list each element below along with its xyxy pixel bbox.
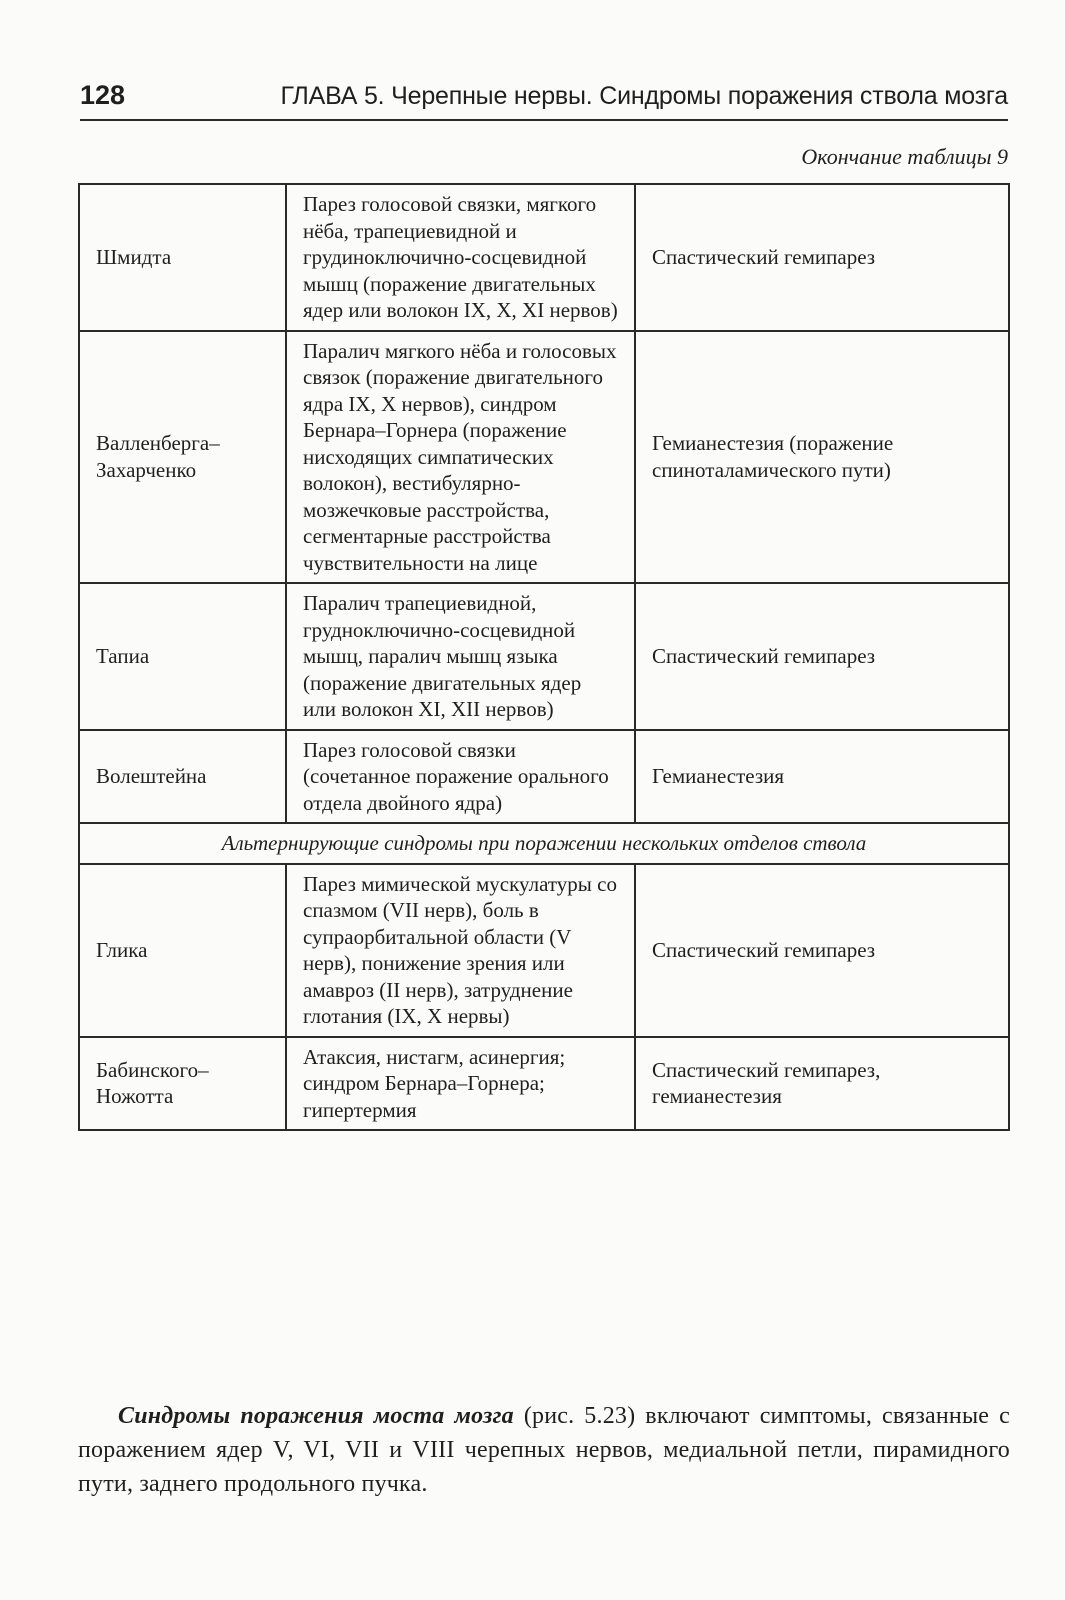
lesion-side-symptoms: Паралич трапециевидной, грудноключично-сосцевидной мышц, паралич мышц языка (поражение двигательных ядер или волокон XI, XII нервов) <box>286 583 635 730</box>
table-caption: Окончание таблицы 9 <box>801 144 1008 169</box>
table-row <box>79 331 1009 584</box>
lesion-side-symptoms: Паралич мягкого нёба и голосовых связок (поражение двигательного ядра IX, X нервов), синдром Бернара–Горнера (поражение нисходящих симпатических волокон), вестибулярно-мозжечковые расстройства, сегментарные расстройства чувствительности на лице <box>286 331 635 584</box>
running-head: ГЛАВА 5. Черепные нервы. Синдромы поражения ствола мозга <box>280 82 1008 110</box>
table-row <box>79 184 1009 331</box>
paragraph-text: (рис. 5.23) включают симптомы, связанные с поражением ядер V, VI, VII и VIII черепных нервов, медиальной петли, пирамидного пути, заднего продольного пучка. <box>78 1403 1010 1497</box>
page-header <box>80 80 1008 111</box>
table-row <box>79 864 1009 1037</box>
page-number: 128 <box>80 80 126 110</box>
syndrome-name: Валленберга–Захарченко <box>79 331 286 584</box>
lesion-side-symptoms: Атаксия, нистагм, асинергия; синдром Бернара–Горнера; гипертермия <box>286 1037 635 1131</box>
syndrome-name: Глика <box>79 864 286 1037</box>
table-row <box>79 1037 1009 1131</box>
syndrome-name: Волештейна <box>79 730 286 824</box>
lesion-side-symptoms: Парез мимической мускулатуры со спазмом (VII нерв), боль в супраорбитальной области (V нерв), понижение зрения или амавроз (II нерв), затруднение глотания (IX, X нервы) <box>286 864 635 1037</box>
contralateral-symptoms: Спастический гемипарез, гемианестезия <box>635 1037 1009 1131</box>
syndrome-name: Тапиа <box>79 583 286 730</box>
section-heading: Альтернирующие синдромы при поражении нескольких отделов ствола <box>79 823 1009 864</box>
contralateral-symptoms: Спастический гемипарез <box>635 184 1009 331</box>
paragraph-lead-term: Синдромы поражения моста мозга <box>118 1403 514 1429</box>
contralateral-symptoms: Спастический гемипарез <box>635 864 1009 1037</box>
table-row <box>79 730 1009 824</box>
section-heading-row <box>79 823 1009 864</box>
header-rule <box>80 119 1008 121</box>
syndrome-name: Бабинского–Ножотта <box>79 1037 286 1131</box>
lesion-side-symptoms: Парез голосовой связки (сочетанное поражение орального отдела двойного ядра) <box>286 730 635 824</box>
contralateral-symptoms: Спастический гемипарез <box>635 583 1009 730</box>
syndromes-table <box>78 183 1010 1131</box>
syndrome-name: Шмидта <box>79 184 286 331</box>
table-row <box>79 583 1009 730</box>
lesion-side-symptoms: Парез голосовой связки, мягкого нёба, трапециевидной и грудиноключично-сосцевидной мышц (поражение двигательных ядер или волокон IX, X, XI нервов) <box>286 184 635 331</box>
contralateral-symptoms: Гемианестезия <box>635 730 1009 824</box>
contralateral-symptoms: Гемианестезия (поражение спиноталамического пути) <box>635 331 1009 584</box>
body-paragraph <box>78 1399 1010 1501</box>
